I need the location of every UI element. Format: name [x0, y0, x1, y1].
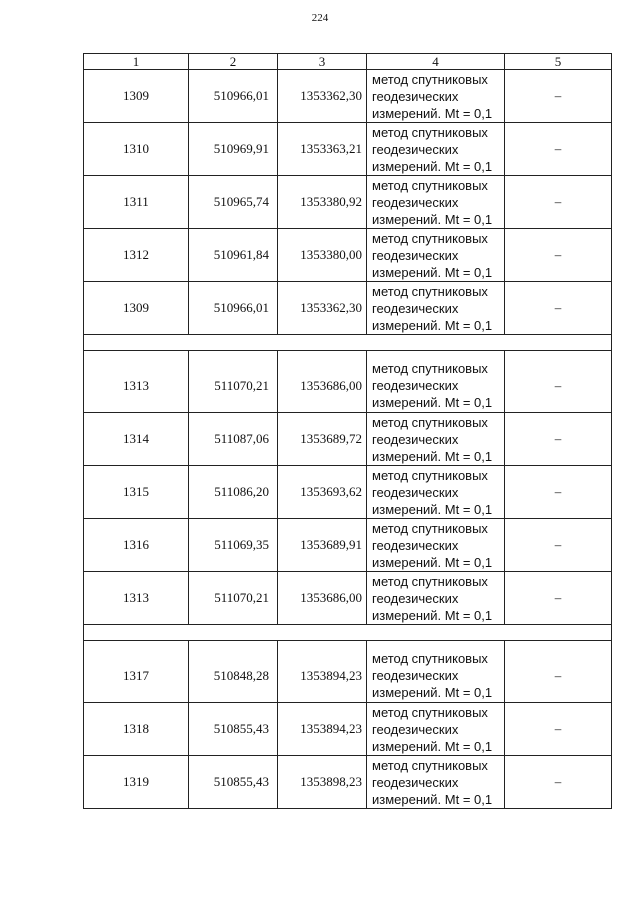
- table-row: [84, 123, 612, 176]
- table-row: [84, 282, 612, 335]
- point-id-cell: 1315: [84, 466, 189, 519]
- method-text-line: измерений. Mt = 0,1: [372, 317, 493, 333]
- coord-x-cell: 510848,28: [189, 641, 278, 703]
- coord-y-cell: 1353894,23: [278, 641, 367, 703]
- table-row: [84, 176, 612, 229]
- method-text-line: геодезических: [372, 141, 459, 157]
- coord-y-cell: 1353689,91: [278, 519, 367, 572]
- column-header-2: 2: [189, 54, 278, 70]
- method-text-line: геодезических: [372, 668, 459, 683]
- coord-y-cell: 1353686,00: [278, 351, 367, 413]
- note-cell: –: [505, 756, 612, 809]
- method-cell: [367, 703, 505, 756]
- method-text-line: измерений. Mt = 0,1: [372, 738, 493, 754]
- point-id-cell: 1313: [84, 572, 189, 625]
- coord-x-cell: 511086,20: [189, 466, 278, 519]
- note-cell: –: [505, 282, 612, 335]
- method-cell: [367, 756, 505, 809]
- note-cell: –: [505, 703, 612, 756]
- method-cell: [367, 466, 505, 519]
- column-header-1: 1: [84, 54, 189, 70]
- method-text-line: геодезических: [372, 484, 459, 500]
- note-cell: –: [505, 641, 612, 703]
- method-text-line: метод спутниковых: [372, 467, 488, 483]
- method-cell: [367, 572, 505, 625]
- method-text-line: метод спутниковых: [372, 177, 488, 193]
- table-row: [84, 413, 612, 466]
- group-separator-row: [84, 625, 612, 641]
- table-row: [84, 703, 612, 756]
- coord-y-cell: 1353898,23: [278, 756, 367, 809]
- method-text-line: измерений. Mt = 0,1: [372, 501, 493, 517]
- point-id-cell: 1309: [84, 70, 189, 123]
- coord-y-cell: 1353362,30: [278, 70, 367, 123]
- table-row: [84, 519, 612, 572]
- column-header-5: 5: [505, 54, 612, 70]
- note-cell: –: [505, 229, 612, 282]
- method-text-line: геодезических: [372, 774, 459, 790]
- method-text-line: метод спутниковых: [372, 704, 488, 720]
- point-id-cell: 1313: [84, 351, 189, 413]
- coordinates-table-body: [84, 54, 612, 809]
- method-text-line: геодезических: [372, 194, 459, 210]
- point-id-cell: 1317: [84, 641, 189, 703]
- coord-x-cell: 510966,01: [189, 70, 278, 123]
- method-text-line: измерений. Mt = 0,1: [372, 685, 493, 700]
- method-cell: [367, 229, 505, 282]
- coord-y-cell: 1353362,30: [278, 282, 367, 335]
- note-cell: –: [505, 572, 612, 625]
- method-text-line: измерений. Mt = 0,1: [372, 264, 493, 280]
- coord-x-cell: 510965,74: [189, 176, 278, 229]
- coord-x-cell: 510961,84: [189, 229, 278, 282]
- method-cell: [367, 351, 505, 413]
- method-cell: [367, 641, 505, 703]
- method-text-line: геодезических: [372, 590, 459, 606]
- method-cell: [367, 282, 505, 335]
- method-text-line: метод спутниковых: [372, 520, 488, 536]
- page-number: 224: [311, 12, 329, 24]
- method-text-line: измерений. Mt = 0,1: [372, 211, 493, 227]
- group-separator-row: [84, 335, 612, 351]
- point-id-cell: 1319: [84, 756, 189, 809]
- method-cell: [367, 70, 505, 123]
- coord-y-cell: 1353693,62: [278, 466, 367, 519]
- coord-y-cell: 1353894,23: [278, 703, 367, 756]
- method-text-line: геодезических: [372, 88, 459, 104]
- method-text-line: измерений. Mt = 0,1: [372, 607, 493, 623]
- method-text-line: метод спутниковых: [372, 414, 488, 430]
- coord-x-cell: 510855,43: [189, 703, 278, 756]
- note-cell: –: [505, 351, 612, 413]
- method-text-line: геодезических: [372, 431, 459, 447]
- method-text-line: геодезических: [372, 300, 459, 316]
- coord-y-cell: 1353380,92: [278, 176, 367, 229]
- point-id-cell: 1314: [84, 413, 189, 466]
- note-cell: –: [505, 413, 612, 466]
- method-text-line: измерений. Mt = 0,1: [372, 448, 493, 464]
- method-cell: [367, 413, 505, 466]
- method-text-line: геодезических: [372, 247, 459, 263]
- method-text-line: геодезических: [372, 721, 459, 737]
- column-header-3: 3: [278, 54, 367, 70]
- point-id-cell: 1310: [84, 123, 189, 176]
- note-cell: –: [505, 176, 612, 229]
- method-text-line: метод спутниковых: [372, 361, 488, 376]
- note-cell: –: [505, 70, 612, 123]
- coord-y-cell: 1353686,00: [278, 572, 367, 625]
- method-text-line: измерений. Mt = 0,1: [372, 105, 493, 121]
- coordinates-table: [83, 53, 612, 809]
- method-text-line: измерений. Mt = 0,1: [372, 395, 493, 410]
- table-row: [84, 351, 612, 413]
- coord-y-cell: 1353363,21: [278, 123, 367, 176]
- point-id-cell: 1309: [84, 282, 189, 335]
- point-id-cell: 1316: [84, 519, 189, 572]
- table-row: [84, 229, 612, 282]
- method-text-line: геодезических: [372, 378, 459, 393]
- method-cell: [367, 176, 505, 229]
- column-header-4: 4: [367, 54, 505, 70]
- table-row: [84, 641, 612, 703]
- coord-x-cell: 511070,21: [189, 351, 278, 413]
- coord-x-cell: 510855,43: [189, 756, 278, 809]
- table-row: [84, 70, 612, 123]
- coord-x-cell: 510966,01: [189, 282, 278, 335]
- method-text-line: метод спутниковых: [372, 757, 488, 773]
- method-text-line: измерений. Mt = 0,1: [372, 554, 493, 570]
- note-cell: –: [505, 519, 612, 572]
- method-text-line: метод спутниковых: [372, 573, 488, 589]
- coord-y-cell: 1353380,00: [278, 229, 367, 282]
- header-row: [84, 54, 612, 70]
- method-cell: [367, 519, 505, 572]
- table-row: [84, 466, 612, 519]
- method-text-line: измерений. Mt = 0,1: [372, 791, 493, 807]
- table-row: [84, 756, 612, 809]
- group-separator-cell: [84, 335, 612, 351]
- point-id-cell: 1311: [84, 176, 189, 229]
- method-cell: [367, 123, 505, 176]
- note-cell: –: [505, 123, 612, 176]
- coord-x-cell: 511069,35: [189, 519, 278, 572]
- coord-x-cell: 510969,91: [189, 123, 278, 176]
- point-id-cell: 1312: [84, 229, 189, 282]
- method-text-line: геодезических: [372, 537, 459, 553]
- method-text-line: метод спутниковых: [372, 124, 488, 140]
- point-id-cell: 1318: [84, 703, 189, 756]
- group-separator-cell: [84, 625, 612, 641]
- coord-x-cell: 511087,06: [189, 413, 278, 466]
- method-text-line: измерений. Mt = 0,1: [372, 158, 493, 174]
- note-cell: –: [505, 466, 612, 519]
- method-text-line: метод спутниковых: [372, 651, 488, 666]
- method-text-line: метод спутниковых: [372, 230, 488, 246]
- method-text-line: метод спутниковых: [372, 71, 488, 87]
- method-text-line: метод спутниковых: [372, 283, 488, 299]
- coord-y-cell: 1353689,72: [278, 413, 367, 466]
- coord-x-cell: 511070,21: [189, 572, 278, 625]
- table-row: [84, 572, 612, 625]
